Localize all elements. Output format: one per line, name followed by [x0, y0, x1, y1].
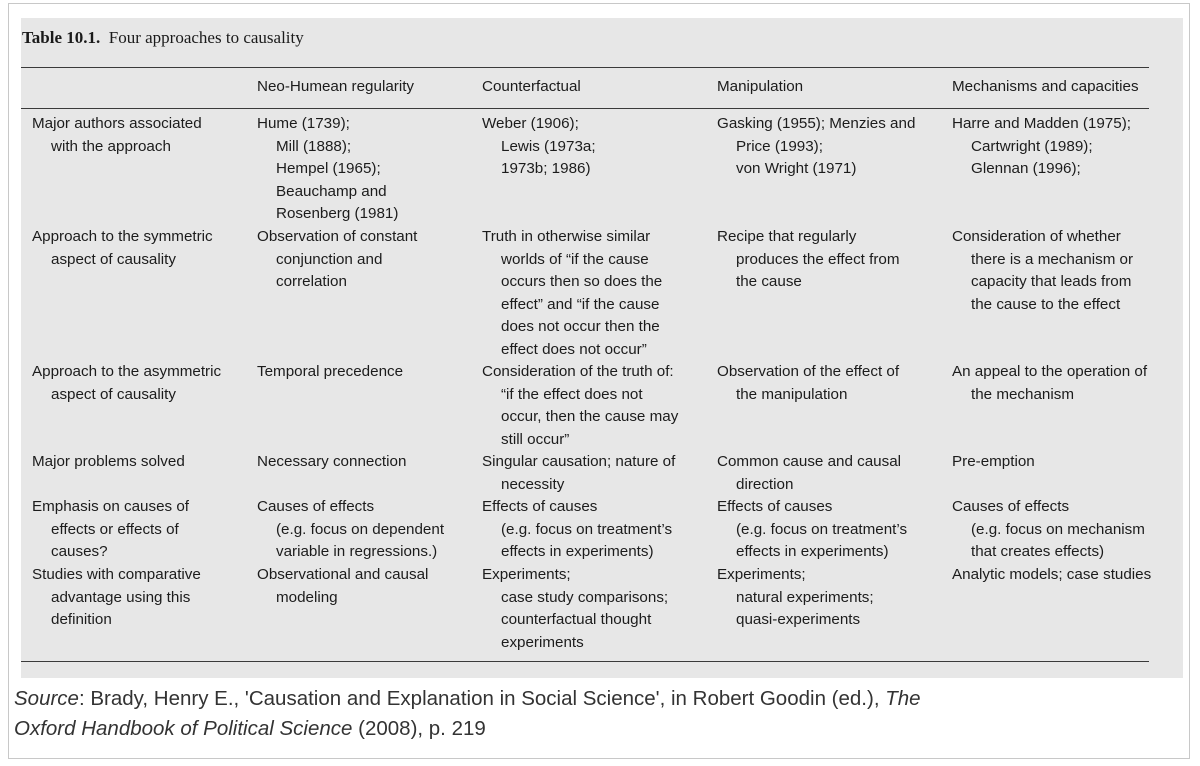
cell-emphasis-counterfactual [482, 496, 672, 564]
cell-problems-mechanisms [952, 451, 1035, 474]
cell-studies-regularity [257, 564, 428, 609]
row-label-line: Studies with comparative [32, 566, 201, 583]
row-label-line: definition [51, 611, 112, 628]
cell-line: the manipulation [736, 385, 848, 403]
cell-line: worlds of “if the cause [501, 250, 649, 268]
cell-line: Singular causation; nature of [482, 453, 676, 470]
row-label-line: Approach to the symmetric [32, 228, 213, 245]
cell-authors-counterfactual [482, 113, 596, 181]
cell-emphasis-regularity [257, 496, 444, 564]
cell-line: effects in experiments) [736, 543, 889, 560]
cell-line: effect” and “if the cause [501, 295, 660, 313]
cell-line: Common cause and causal [717, 453, 902, 470]
cell-line: occur, then the cause may [501, 408, 679, 425]
cell-line: case study comparisons; [501, 588, 669, 606]
table-title: Four approaches to causality [108, 28, 304, 47]
cell-symmetric-regularity [257, 226, 417, 294]
cell-symmetric-manipulation [717, 226, 900, 294]
cell-line: the cause [736, 273, 802, 290]
source-label: Source [14, 687, 79, 710]
row-label-line: causes? [51, 543, 108, 560]
cell-asymmetric-counterfactual [482, 361, 678, 451]
cell-asymmetric-manipulation [717, 361, 899, 406]
source-year-page: (2008), p. 219 [352, 716, 486, 740]
cell-line: Observation of constant [257, 228, 418, 245]
top-rule [21, 67, 1149, 68]
cell-line: “if the effect does not [501, 385, 643, 403]
column-header-manipulation: Manipulation [717, 78, 804, 95]
cell-line: Hempel (1965); [276, 160, 381, 177]
cell-line: Temporal precedence [257, 363, 404, 380]
cell-line: Effects of causes [482, 498, 598, 515]
cell-symmetric-mechanisms [952, 226, 1133, 316]
cell-line: Lewis (1973a; [501, 137, 596, 155]
row-label-problems-solved [32, 451, 185, 474]
source-line-2 [14, 714, 1174, 744]
cell-studies-manipulation [717, 564, 874, 632]
row-label-line: effects or effects of [51, 520, 179, 538]
cell-line: Consideration of the truth of: [482, 363, 674, 380]
row-label-major-authors [32, 113, 202, 158]
cell-line: occurs then so does the [501, 273, 663, 290]
column-header-mechanisms: Mechanisms and capacities [952, 78, 1139, 95]
cell-symmetric-counterfactual [482, 226, 662, 361]
cell-line: Recipe that regularly [717, 228, 857, 245]
source-citation [14, 684, 1174, 743]
cell-line: natural experiments; [736, 588, 874, 606]
cell-emphasis-manipulation [717, 496, 907, 564]
cell-line: conjunction and [276, 250, 383, 268]
cell-line: that creates effects) [971, 543, 1105, 560]
cell-line: Causes of effects [257, 498, 375, 515]
row-label-line: with the approach [51, 137, 171, 155]
cell-line: the cause to the effect [971, 295, 1121, 313]
cell-line: Pre-emption [952, 453, 1035, 470]
cell-line: Rosenberg (1981) [276, 205, 399, 222]
row-label-line: advantage using this [51, 588, 191, 606]
cell-line: Hume (1739); [257, 115, 350, 132]
bottom-rule [21, 661, 1149, 662]
row-label-line: Emphasis on causes of [32, 498, 190, 515]
row-label-line: Major authors associated [32, 115, 202, 132]
cell-line: Consideration of whether [952, 228, 1121, 245]
cell-line: (e.g. focus on dependent [276, 520, 445, 538]
cell-emphasis-mechanisms [952, 496, 1145, 564]
cell-line: does not occur then the [501, 318, 660, 335]
cell-authors-manipulation [717, 113, 915, 181]
cell-line: there is a mechanism or [971, 250, 1134, 268]
cell-line: effects in experiments) [501, 543, 654, 560]
cell-line: Harre and Madden (1975); [952, 115, 1131, 132]
cell-line: Experiments; [717, 566, 806, 583]
cell-line: von Wright (1971) [736, 160, 857, 177]
cell-line: Mill (1888); [276, 137, 352, 155]
cell-line: produces the effect from [736, 250, 900, 268]
cell-line: Price (1993); [736, 137, 823, 155]
cell-line: direction [736, 475, 794, 493]
cell-line: Weber (1906); [482, 115, 579, 132]
column-header-regularity: Neo-Humean regularity [257, 78, 415, 95]
cell-line: Truth in otherwise similar [482, 228, 651, 245]
cell-line: counterfactual thought [501, 611, 652, 628]
cell-studies-counterfactual [482, 564, 668, 654]
cell-line: necessity [501, 475, 565, 493]
row-label-symmetric [32, 226, 213, 271]
cell-line: (e.g. focus on treatment’s [736, 520, 908, 538]
cell-line: Analytic models; case studies [952, 566, 1152, 583]
cell-problems-counterfactual [482, 451, 675, 496]
cell-asymmetric-regularity [257, 361, 403, 384]
cell-line: An appeal to the operation of [952, 363, 1148, 380]
row-label-emphasis [32, 496, 189, 564]
cell-line: Effects of causes [717, 498, 833, 515]
cell-authors-mechanisms [952, 113, 1131, 181]
cell-line: modeling [276, 588, 338, 606]
cell-line: Causes of effects [952, 498, 1070, 515]
cell-line: capacity that leads from [971, 273, 1132, 290]
source-text: : Brady, Henry E., 'Causation and Explanation in Social Science', in Robert Goodin (ed.), [78, 687, 886, 710]
table-number: Table 10.1. [22, 28, 101, 47]
cell-line: variable in regressions.) [276, 543, 438, 560]
row-label-line: aspect of causality [51, 250, 176, 268]
row-label-asymmetric [32, 361, 221, 406]
cell-line: effect does not occur” [501, 340, 647, 358]
cell-line: quasi-experiments [736, 611, 861, 628]
cell-asymmetric-mechanisms [952, 361, 1147, 406]
row-label-studies [32, 564, 201, 632]
cell-line: correlation [276, 273, 347, 290]
cell-line: 1973b; 1986) [501, 160, 591, 177]
table-caption [22, 28, 304, 48]
cell-problems-manipulation [717, 451, 901, 496]
cell-line: Observation of the effect of [717, 363, 900, 380]
cell-line: Glennan (1996); [971, 160, 1081, 177]
source-line-1 [14, 684, 1174, 714]
cell-line: the mechanism [971, 385, 1074, 403]
cell-line: (e.g. focus on mechanism [971, 520, 1145, 538]
row-label-line: Approach to the asymmetric [32, 363, 222, 380]
cell-line: Cartwright (1989); [971, 137, 1093, 155]
cell-line: Observational and causal [257, 566, 429, 583]
cell-problems-regularity [257, 451, 406, 474]
cell-line: experiments [501, 633, 584, 651]
cell-line: Beauchamp and [276, 182, 387, 200]
header-rule [21, 108, 1149, 109]
cell-line: Necessary connection [257, 453, 407, 470]
book-title-part-1: The [885, 687, 921, 710]
cell-line: Experiments; [482, 566, 571, 583]
cell-authors-regularity [257, 113, 398, 226]
row-label-line: aspect of causality [51, 385, 176, 403]
cell-line: Gasking (1955); Menzies and [717, 115, 916, 132]
row-label-line: Major problems solved [32, 453, 185, 470]
book-title-part-2: Oxford Handbook of Political Science [14, 716, 353, 740]
cell-line: still occur” [501, 430, 570, 448]
column-header-counterfactual: Counterfactual [482, 78, 581, 95]
cell-line: (e.g. focus on treatment’s [501, 520, 673, 538]
cell-studies-mechanisms [952, 564, 1151, 587]
